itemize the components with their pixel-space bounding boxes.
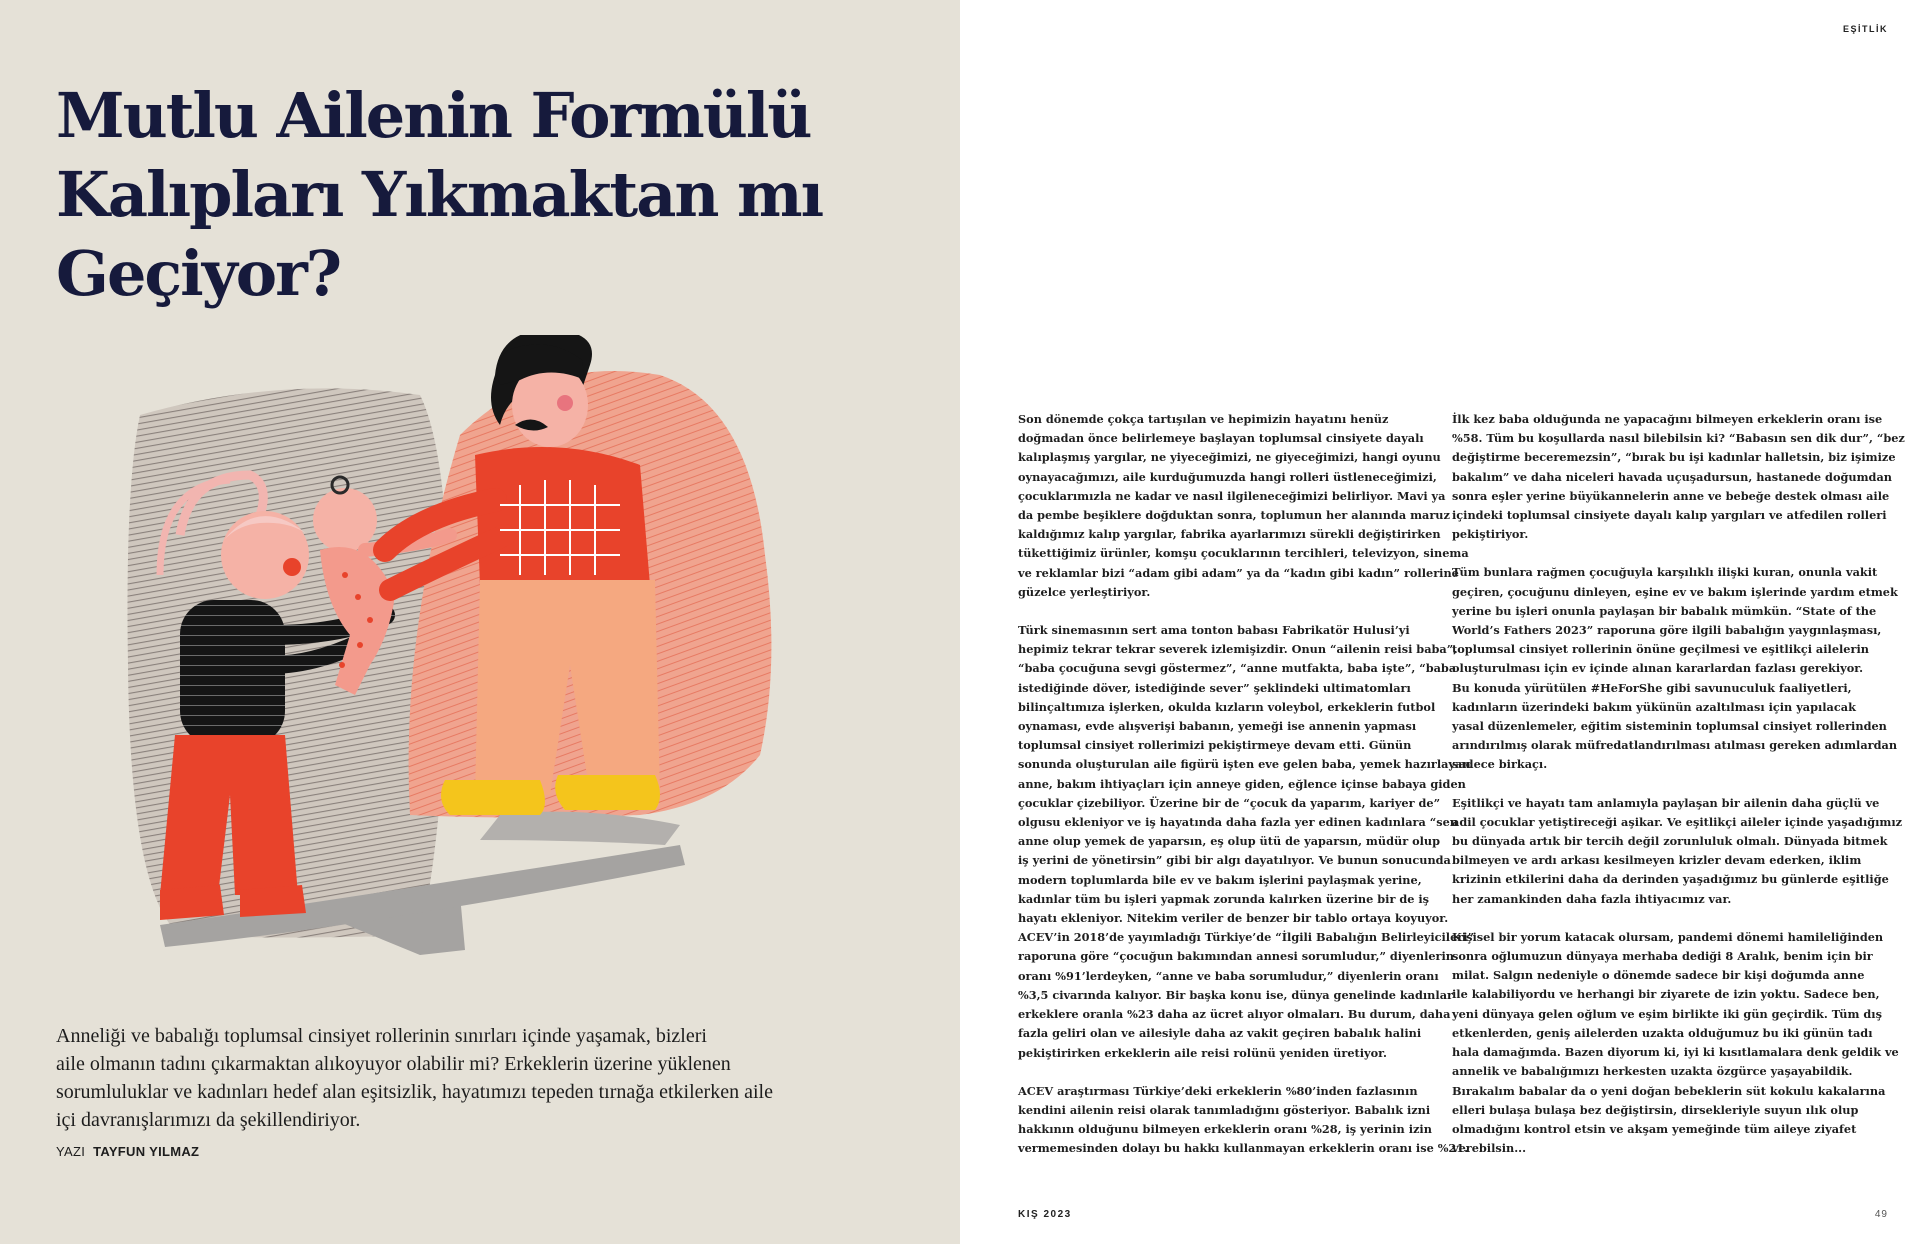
- body-line: anne olup yemek de yaparsın, eş olup ütü de yaparsın, müdür olup: [1018, 834, 1441, 849]
- body-line: bilmeyen ve ardı arkası kesilmeyen krizler devam ederken, iklim: [1452, 853, 1862, 868]
- body-line: toplumsal cinsiyet rollerimizi pekiştirmeye devam etti. Günün: [1018, 738, 1412, 753]
- body-line: hayatı ekleniyor. Nitekim veriler de benzer bir tablo ortaya koyuyor.: [1018, 911, 1449, 926]
- body-line: pekiştiriyor.: [1452, 527, 1529, 542]
- body-line: bakalım” ve daha niceleri havada uçuşadursun, hastanede doğumdan: [1452, 469, 1892, 484]
- right-page: [960, 0, 1920, 1244]
- article-lead: [56, 1022, 773, 1134]
- body-line: yasal düzenlemeler, eğitim sisteminin toplumsal cinsiyet rollerinden: [1452, 719, 1887, 734]
- body-line: Tüm bunlara rağmen çocuğuyla karşılıklı ilişki kuran, onunla vakit: [1452, 565, 1878, 580]
- body-line: fazla geliri olan ve ailesiyle daha az vakit geçiren babalık halini: [1018, 1026, 1422, 1041]
- body-line: World’s Fathers 2023” raporuna göre ilgili babalığın yaygınlaşması,: [1452, 623, 1882, 638]
- body-line: arındırılmış olarak müfredatlandırılması atılması gereken adımlardan: [1452, 738, 1898, 753]
- body-line: kaldığımız kalıp yargılar, fabrika ayarlarımızı sürekli değiştirirken: [1018, 527, 1441, 542]
- body-line: İlk kez baba olduğunda ne yapacağını bilmeyen erkeklerin oranı ise: [1452, 412, 1883, 426]
- body-line: ile kalabiliyordu ve herhangi bir ziyarete de izin yoktu. Sadece ben,: [1452, 987, 1880, 1002]
- headline-line: Mutlu Ailenin Formülü: [56, 79, 811, 152]
- body-line: pekiştirirken erkeklerin aile reisi rolünü yeniden üretiyor.: [1018, 1045, 1387, 1060]
- body-line: iş yerini de yönetirsin” gibi bir algı dayatılıyor. Ve bunun sonucunda: [1018, 853, 1451, 868]
- body-line: hepimiz tekrar tekrar severek izlemişizdir. Onun “ailenin reisi baba”,: [1018, 642, 1458, 657]
- body-line: Bırakalım babalar da o yeni doğan bebeklerin süt kokulu kakalarına: [1452, 1083, 1886, 1098]
- byline-author: TAYFUN YILMAZ: [93, 1144, 200, 1159]
- body-line: ve reklamlar bizi “adam gibi adam” ya da “kadın gibi kadın” rollerine: [1018, 565, 1459, 580]
- body-line: olmadığını kontrol etsin ve akşam yemeğinde tüm aileye ziyafet: [1452, 1121, 1857, 1136]
- article-headline: [56, 76, 916, 313]
- body-line: kadınlar tüm bu işleri yapmak zorunda kalırken üzerine bir de iş: [1018, 891, 1429, 906]
- lead-line: sorumluluklar ve kadınları hedef alan eşitsizlik, hayatımızı tepeden tırnağa etkilerken aile: [56, 1081, 773, 1103]
- body-line: elleri bulaşa bulaşa bez değiştirsin, dirsekleriyle suyun ılık olup: [1452, 1102, 1859, 1117]
- body-line: her zamankinden daha fazla ihtiyacımız var.: [1452, 891, 1732, 906]
- body-line: milat. Salgın nedeniyle o dönemde sadece bir kişi doğumda anne: [1452, 968, 1865, 983]
- body-line: Kişisel bir yorum katacak olursam, pandemi dönemi hamileliğinden: [1452, 929, 1884, 944]
- body-line: toplumsal cinsiyet rollerinin önüne geçilmesi ve eşitlikçi ailelerin: [1452, 642, 1869, 657]
- body-line: bu dünyada artık bir tercih değil zorunluluk olmalı. Dünyada bitmek: [1452, 834, 1888, 849]
- headline-line: Kalıpları Yıkmaktan mı: [56, 158, 823, 231]
- body-line: oynaması, evde alışverişi babanın, yemeği ise annenin yapması: [1018, 719, 1417, 734]
- body-line: Eşitlikçi ve hayatı tam anlamıyla paylaşan bir ailenin daha güçlü ve: [1452, 795, 1880, 810]
- body-line: çocuklarımızla ne kadar ve nasıl ilgileneceğimizi belirliyor. Mavi ya: [1018, 488, 1446, 503]
- byline: [56, 1144, 199, 1159]
- body-line: raporuna göre “çocuğun bakımından annesi sorumludur,” diyenlerin: [1018, 949, 1454, 964]
- lead-line: aile olmanın tadını çıkarmaktan alıkoyuyor olabilir mi? Erkeklerin üzerine yüklenen: [56, 1053, 731, 1075]
- body-line: içindeki toplumsal cinsiyete dayalı kalıp yargıları ve atfedilen rolleri: [1452, 508, 1887, 523]
- body-line: %3,5 civarında kalıyor. Bir başka konu ise, dünya genelinde kadınlar: [1018, 987, 1453, 1002]
- body-line: ACEV’in 2018’de yayımladığı Türkiye’de “İlgili Babalığın Belirleyicileri”: [1018, 930, 1475, 945]
- body-column-2: [1452, 410, 1905, 1177]
- body-line: oranı %91’lerdeyken, “anne ve baba sorumludur,” diyenlerin oranı: [1018, 968, 1439, 983]
- page-number: 49: [1874, 1209, 1888, 1220]
- body-line: doğmadan önce belirlemeye başlayan toplumsal cinsiyete dayalı: [1018, 431, 1424, 446]
- body-line: hakkının olduğunu bilmeyen erkeklerin oranı %28, iş yerinin izin: [1018, 1122, 1432, 1137]
- body-line: geçiren, çocuğunu dinleyen, eşine ev ve bakım işlerinde yardım etmek: [1452, 584, 1898, 599]
- body-line: bilinçaltımıza işlerken, okulda kızların voleybol, erkeklerin futbol: [1018, 699, 1436, 714]
- body-line: kalıplaşmış yargılar, ne yiyeceğimizi, ne giyeceğimizi, hangi oyunu: [1018, 450, 1441, 465]
- body-line: modern toplumlarda bile ev ve bakım işlerini paylaşmak yerine,: [1018, 872, 1422, 887]
- body-line: oynayacağımızı, aile kurduğumuzda hangi rolleri üstleneceğimizi,: [1018, 469, 1437, 484]
- body-line: adil çocuklar yetiştireceği aşikar. Ve eşitlikçi aileler içinde yaşadığımız: [1452, 814, 1903, 829]
- body-column-1: [1018, 410, 1475, 1178]
- body-line: ACEV araştırması Türkiye’deki erkeklerin %80’inden fazlasının: [1018, 1083, 1418, 1098]
- body-line: kadınların üzerindeki bakım yükünün azaltılması için yapılacak: [1452, 699, 1856, 714]
- body-line: hala damağımda. Bazen diyorum ki, iyi ki kısıtlamalara denk geldik ve: [1452, 1045, 1899, 1060]
- byline-prefix: YAZI: [56, 1144, 86, 1159]
- section-label: EŞİTLİK: [1842, 24, 1888, 34]
- body-line: sonra eşler yerine büyükannelerin anne ve bebeğe destek olması aile: [1452, 488, 1890, 503]
- body-line: tükettiğimiz ürünler, komşu çocuklarının tercihleri, televizyon, sinema: [1018, 546, 1469, 561]
- body-line: yeni dünyaya gelen oğlum ve eşim birlikte iki gün geçirdik. Tüm dış: [1452, 1006, 1882, 1021]
- headline-line: Geçiyor?: [56, 237, 341, 310]
- body-line: “baba çocuğuna sevgi göstermez”, “anne mutfakta, baba işte”, “baba: [1018, 661, 1457, 676]
- body-line: çocuklar çizebiliyor. Üzerine bir de “çocuk da yaparım, kariyer de”: [1018, 795, 1441, 810]
- body-line: değiştirme beceremezsin”, “bırak bu işi kadınlar halletsin, biz işimize: [1452, 450, 1896, 465]
- lead-line: Anneliği ve babalığı toplumsal cinsiyet rollerinin sınırları içinde yaşamak, bizleri: [56, 1025, 707, 1047]
- body-paragraph: [1018, 1082, 1469, 1159]
- body-line: oluşturulması için ev içinde alınan kararlardan fazlası gerekiyor.: [1452, 661, 1864, 676]
- body-line: Son dönemde çokça tartışılan ve hepimizin hayatını henüz: [1018, 412, 1389, 426]
- body-line: verebilsin...: [1452, 1141, 1527, 1156]
- body-line: güzelce yerleştiriyor.: [1018, 584, 1151, 599]
- body-line: Bu konuda yürütülen #HeForShe gibi savunuculuk faaliyetleri,: [1452, 680, 1852, 695]
- issue-label: KIŞ 2023: [1018, 1209, 1072, 1220]
- body-line: kendini ailenin reisi olarak tanımladığını gösteriyor. Babalık izni: [1018, 1102, 1431, 1117]
- body-paragraph: [1018, 621, 1475, 1063]
- body-line: Türk sinemasının sert ama tonton babası Fabrikatör Hulusi’yi: [1018, 623, 1410, 638]
- body-line: %58. Tüm bu koşullarda nasıl bilebilsin ki? “Babasın sen dik dur”, “bez: [1452, 431, 1905, 446]
- body-line: etkenlerden, geniş ailelerden uzakta olduğumuz bu iki günün tadı: [1452, 1025, 1873, 1040]
- body-line: annelik ve babalığımızı herkesten uzakta özgürce yaşayabildik.: [1452, 1064, 1853, 1079]
- body-paragraph: [1452, 563, 1898, 774]
- family-seesaw-illustration: [120, 335, 840, 980]
- body-line: krizinin etkilerini daha da derinden yaşadığımız bu günlerde eşitliğe: [1452, 872, 1889, 887]
- body-line: vermemesinden dolayı bu hakkı kullanmayan erkeklerin oranı ise %21.: [1018, 1141, 1469, 1156]
- body-line: erkeklere oranla %23 daha az ücret alıyor olmaları. Bu durum, daha: [1018, 1007, 1451, 1022]
- lead-line: içi davranışlarımızı da şekillendiriyor.: [56, 1109, 361, 1131]
- body-line: yerine bu işleri onunla paylaşan bir babalık mümkün. “State of the: [1452, 603, 1877, 618]
- body-line: olgusu ekleniyor ve iş hayatında daha fazla yer edinen kadınlara “sen: [1018, 815, 1458, 830]
- body-paragraph: [1452, 410, 1905, 544]
- body-line: sonra oğlumuzun dünyaya merhaba dediği 8 Aralık, benim için bir: [1452, 949, 1873, 964]
- body-paragraph: [1452, 928, 1899, 1158]
- body-line: sonunda oluşturulan aile figürü işten eve gelen baba, yemek hazırlayan: [1018, 757, 1471, 772]
- body-paragraph: [1018, 410, 1469, 602]
- body-line: sadece birkaçı.: [1452, 757, 1548, 772]
- seesaw-shadow: [480, 812, 680, 845]
- body-line: da pembe beşiklere doğduktan sonra, toplumun her alanında maruz: [1018, 508, 1450, 523]
- body-line: istediğinde döver, istediğinde sever” şeklindeki ultimatomları: [1018, 680, 1411, 695]
- body-line: anne, bakım ihtiyaçları için anneye giden, eğlence içinse babaya giden: [1018, 776, 1466, 791]
- body-paragraph: [1452, 794, 1903, 909]
